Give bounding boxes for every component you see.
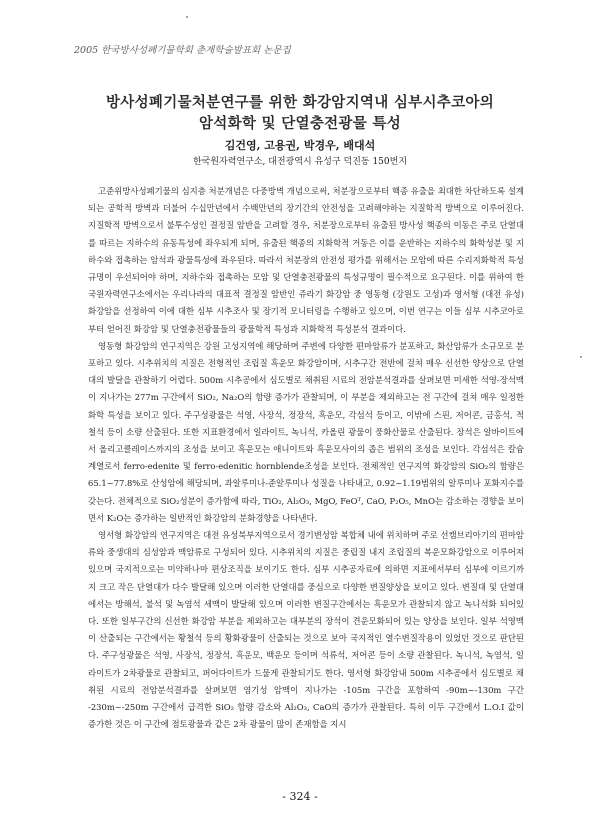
paragraph-yeongdong: 영동형 화강암의 연구지역은 강원 고성지역에 해당하며 주변에 다양한 편마암류가 분포하고, 화산암류가 소규모로 분포하고 있다. 시추위치의 지질은 전형적인 조립질 흑운모 화강암이며, 시추구간 전반에 걸쳐 매우 신선한 양상으로 단열대의 발달을 관찰하기 어렵다. 500m 시추공에서 심도별로 채취된 시료의 전암분석결과를 살펴보면 미세한 석영-장석맥이 지나가는 277m 구간에서 SiO₂, Na₂O의 함량 증가가 관찰되며, 이 부분을 제외하고는 전 구간에 걸쳐 매우 일정한 화학 특성을 보이고 있다. 주구성광물은 석영, 사장석, 정장석, 흑운모, 각섬석 등이고, 이밖에 스핀, 저어콘, 금홍석, 적철석 등이 소량 산출된다. 또한 지표환경에서 일라이트, 녹니석, 카올린 광물이 풍화산물로 산출된다. 장석은 알바이트에서 올리고클레이스까지의 조성을 보이고 흑운모는 애니이트와 흑운모사이의 좁은 범위의 조성을 보인다. 각섬석은 칼슘계열로서 ferro-edenite 및 ferro-edenitic hornblende조성을 보인다. 전체적인 연구지역 화강암의 SiO₂의 함량은 65.1~77.8%로 산성암에 해당되며, 과알루미나-준알루미나 성질을 나타내고, 0.92~1.19범위의 알루미나 포화지수를 갖는다. 전체적으로 SiO₂성분이 증가함에 따라, TiO₂, Al₂O₃, MgO, FeOᵀ, CaO, P₂O₅, MnO는 감소하는 경향을 보이면서 K₂O는 증가하는 일반적인 화강암의 분화경향을 나타낸다. — [88, 340, 524, 523]
running-header: 2005 한국방사성폐기물학회 춘계학술발표회 논문집 — [74, 45, 291, 56]
paper-title-line-2: 암석화학 및 단열충전광물 특성 — [198, 115, 402, 132]
page-number: - 324 - — [282, 790, 318, 803]
paper-title-line-1: 방사성폐기물처분연구를 위한 화강암지역내 심부시추코아의 — [105, 94, 495, 111]
author-list: 김건영, 고용권, 박경우, 배대석 — [224, 139, 376, 152]
scan-speck — [186, 16, 188, 18]
paragraph-yeongseo: 영서형 화강암의 연구지역은 대전 유성북부지역으로서 경기변성암 복합체 내에 위치하며 주로 선캠브리아기의 편마암류와 중생대의 심성암과 맥암류로 구성되어 있다. 시추위치의 지질은 중립질 내지 조립질의 복운모화강암으로 이루어져 있으며 국지적으로는 미약하나마 편상조직을 보이기도 한다. 심부 시추공자료에 의하면 지표에서부터 심부에 이르기까지 크고 작은 단열대가 다수 발달해 있으며 이러한 단열대를 중심으로 다양한 변질양상을 보이고 있다. 변질대 및 단열대에서는 방해석, 불석 및 녹염석 세맥이 발달해 있으며 이러한 변질구간에서는 흑운모가 관찰되지 않고 녹니석화 되어있다. 또한 일부구간의 신선한 화강암 부분을 제외하고는 대부분의 장석이 견운모화되어 있는 양상을 보인다. 일부 석영맥이 산출되는 구간에서는 황철석 등의 황화광물이 산출되는 것으로 보아 국지적인 열수변질작용이 있었던 것으로 판단된다. 주구성광물은 석영, 사장석, 정장석, 흑운모, 백운모 등이며 석류석, 저어콘 등이 소량 관찰된다. 녹니석, 녹염석, 일라이트가 2차광물로 관찰되고, 퍼어다이트가 드물게 관찰되기도 한다. 영서형 화강암내 500m 시추공에서 심도별로 채취된 시료의 전암분석결과를 살펴보면 염기성 암맥이 지나가는 -105m 구간을 포함하여 -90m~-130m 구간 -230m~-250m 구간에서 급격한 SiO₂ 함량 감소와 Al₂O₃, CaO의 증가가 관찰된다. 특히 이두 구간에서 L.O.I 값이 증가한 것은 이 구간에 점토광물과 같은 2차 광물이 많이 존재함을 지시 — [88, 530, 524, 730]
abstract-body — [88, 183, 524, 734]
scan-speck — [580, 356, 582, 358]
paragraph-intro: 고준위방사성폐기물의 심지층 처분개념은 다중방벽 개념으로써, 처분장으로부터 핵종 유출을 최대한 차단하도록 설계되는 공학적 방벽과 더불어 수십만년에서 수백만년의 장기간의 안전성을 고려해야하는 지질학적 방벽으로 이루어진다. 지질학적 방벽으로서 불투수성인 결정질 암반을 고려할 경우, 처분장으로부터 유출된 방사성 핵종의 이동은 주로 단열대를 따르는 지하수의 유동특성에 좌우되게 되며, 유출된 핵종의 지화학적 거동은 이를 운반하는 지하수의 화학성분 및 지하수와 접촉하는 암석과 광물특성에 좌우된다. 따라서 처분장의 안전성 평가를 위해서는 모암에 따른 수리지화학적 특성규명이 우선되어야 하며, 지하수와 접촉하는 모암 및 단열충전광물의 특성규명이 필수적으로 요구된다. 이를 위하여 한국원자력연구소에서는 우리나라의 대표적 결정질 암반인 쥬라기 화강암 중 영동형 (강원도 고성)과 영서형 (대전 유성) 화강암을 선정하여 이에 대한 심부 시추조사 및 장기적 모니터링을 수행하고 있으며, 이번 연구는 이들 심부 시추코아로부터 얻어진 화강암 및 단열충전광물들의 광물학적 특성과 지화학적 특성분석 결과이다. — [88, 186, 524, 334]
affiliation: 한국원자력연구소, 대전광역시 유성구 덕진동 150번지 — [192, 157, 408, 167]
